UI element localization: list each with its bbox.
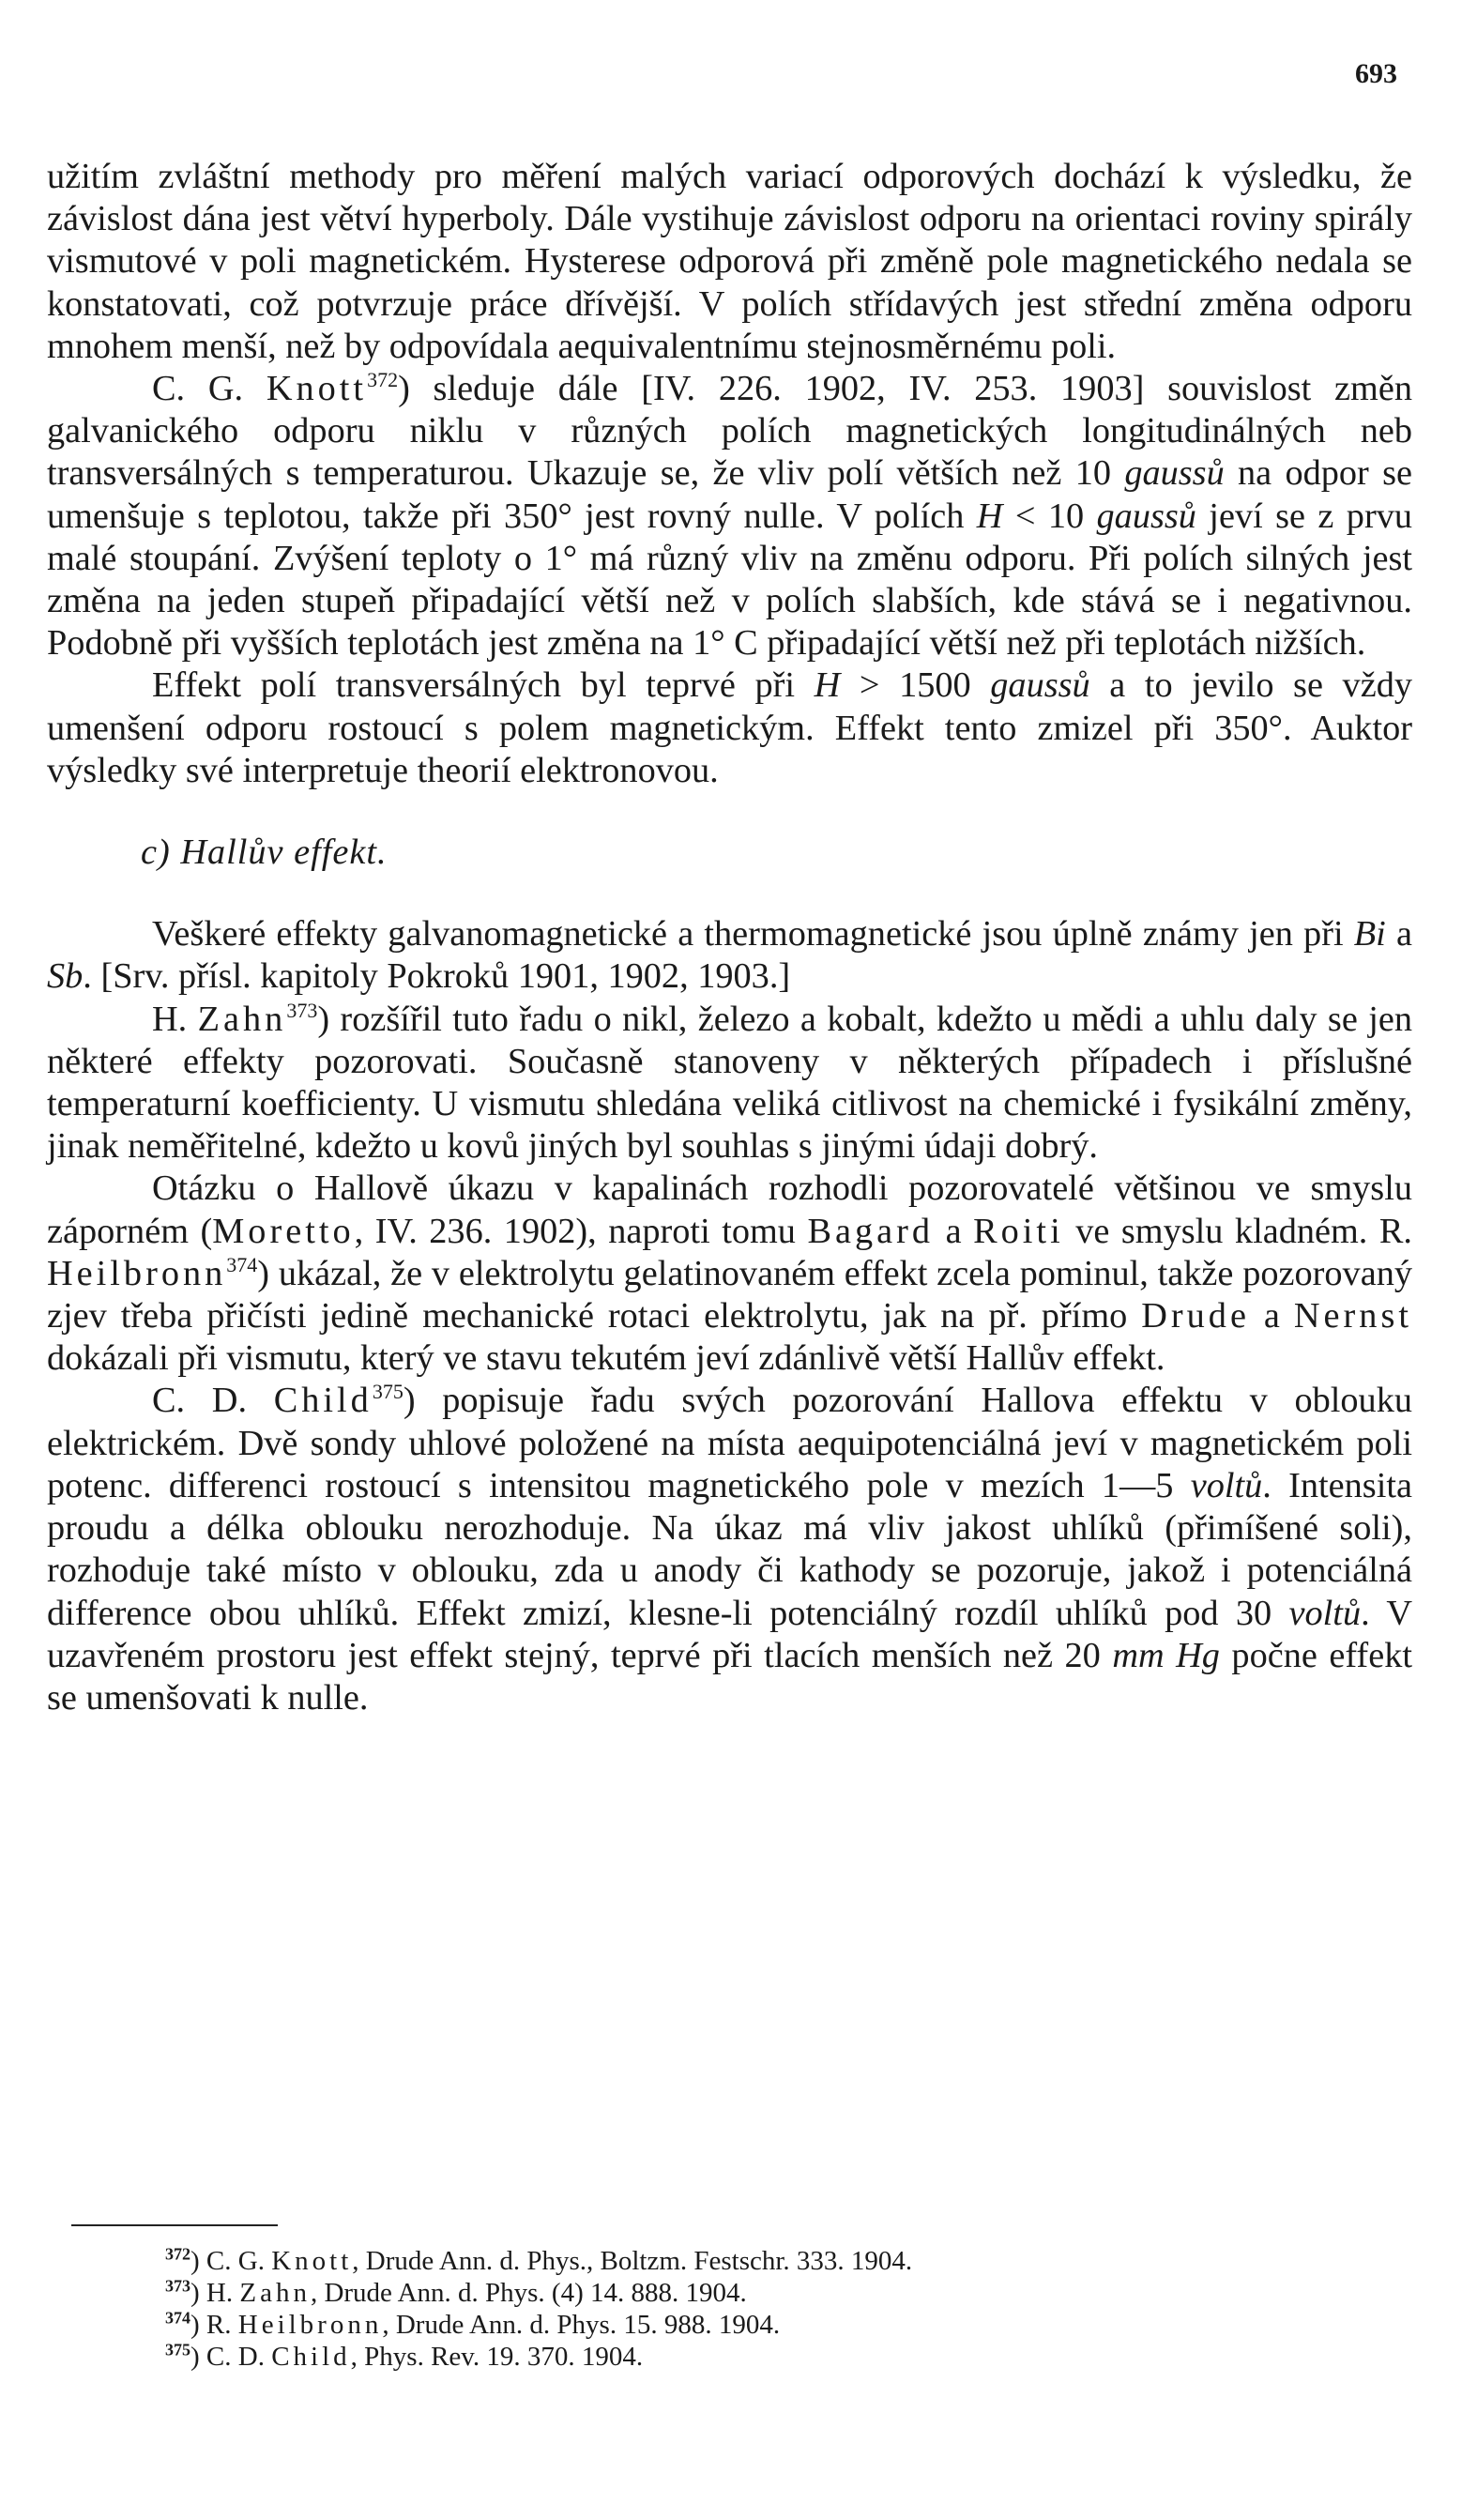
unit-italic: voltů xyxy=(1190,1465,1263,1505)
footnote xyxy=(165,2309,1291,2341)
section-heading: c) Hallův effekt. xyxy=(141,832,388,873)
text-run: ) C. D. xyxy=(190,2342,272,2372)
text-run: Effekt polí transversálných byl teprvé při xyxy=(152,665,815,706)
footnote xyxy=(165,2341,1291,2373)
footnote-ref: 375 xyxy=(372,1380,404,1404)
text-run: ve smyslu kladném. R. xyxy=(1063,1211,1412,1251)
footnote xyxy=(165,2277,1291,2309)
author-name: Zahn xyxy=(197,999,287,1039)
text-run: ) popisuje řadu svých pozorování Hallova effektu v oblouku elektrickém. Dvě sondy uhlové položené na místa aequipotenciálná jeví v magnetickém poli potenc. differenci rostoucí s intensitou magnetického pole v mezích 1—5 xyxy=(47,1381,1412,1505)
text-run: . [Srv. přísl. kapitoly Pokroků 1901, 1902, 1903.] xyxy=(83,956,791,997)
footnote-divider xyxy=(71,2224,278,2226)
main-text xyxy=(47,156,1412,1719)
footnote-number: 372 xyxy=(165,2244,190,2264)
text-run: ) ukázal, že v elektrolytu gelatinovaném effekt zcela pominul, takže pozorovaný zjev třeba přičísti jedině mechanické rotaci elektrolytu, jak na př. přímo xyxy=(47,1253,1412,1336)
text-run: , IV. 236. 1902), naproti tomu xyxy=(354,1211,808,1251)
footnote xyxy=(165,2245,1291,2277)
text-run: > 1500 xyxy=(840,665,991,706)
text-run: , Drude Ann. d. Phys. (4) 14. 888. 1904. xyxy=(310,2278,747,2308)
author-name: Child xyxy=(271,2342,351,2372)
text-run: ) H. xyxy=(190,2278,240,2308)
footnote-number: 375 xyxy=(165,2340,190,2360)
text-run: a xyxy=(1249,1296,1294,1336)
text-run: , Drude Ann. d. Phys., Boltzm. Festschr. 333. 1904. xyxy=(352,2246,913,2276)
text-run: , Phys. Rev. 19. 370. 1904. xyxy=(350,2342,644,2372)
symbol-italic: H xyxy=(814,665,841,706)
text-run: a to jevilo se vždy umenšení odporu rostoucí s polem magnetickým. Effekt tento zmizel při 350°. Auktor výsledky své interpretuje theorií elektronovou. xyxy=(47,665,1413,790)
unit-italic: mm Hg xyxy=(1112,1635,1220,1675)
text-run: počne effekt se umenšovati k nulle. xyxy=(47,1635,1412,1718)
footnote-number: 373 xyxy=(165,2276,190,2296)
text-run: a xyxy=(1385,914,1412,955)
text-run: a xyxy=(934,1211,974,1251)
author-name: Nernst xyxy=(1293,1296,1412,1336)
paragraph-transversal xyxy=(47,664,1412,792)
text-run: < 10 xyxy=(1002,496,1097,536)
unit-italic: voltů xyxy=(1288,1593,1362,1633)
author-name: Zahn xyxy=(239,2278,311,2308)
paragraph-child xyxy=(47,1380,1412,1719)
author-name: Drude xyxy=(1141,1296,1250,1336)
unit-italic: gaussů xyxy=(1124,453,1225,494)
paragraph-knott xyxy=(47,368,1412,664)
text-run: ) C. G. xyxy=(190,2246,272,2276)
text-run: ) R. xyxy=(190,2310,238,2340)
text-run: . V uzavřeném prostoru jest effekt stejný, teprvé při tlacích menších než 20 xyxy=(47,1593,1412,1675)
page-number: 693 xyxy=(1355,58,1397,89)
paragraph-liquids xyxy=(47,1168,1412,1380)
text-run: C. D. xyxy=(152,1381,274,1421)
author-name: Knott xyxy=(266,369,368,409)
symbol-italic: H xyxy=(976,496,1003,536)
paragraph-zahn xyxy=(47,999,1412,1168)
text-run: Veškeré effekty galvanomagnetické a thermomagnetické jsou úplně známy jen při xyxy=(152,914,1354,955)
text-run: jeví se z prvu malé stoupání. Zvýšení teploty o 1° má různý vliv na změnu odporu. Při polích silných jest změna na jeden stupeň připadající větší než v polích slabších, kde stává se i negativnou. Podobně při vyšších teplotách jest změna na 1° C připadající větší než při teplotách nižších. xyxy=(47,496,1412,664)
author-name: Bagard xyxy=(807,1211,935,1251)
author-name: Heilbronn xyxy=(47,1253,227,1293)
text-run: dokázali při vismutu, který ve stavu tekutém jeví zdánlivě větší Hallův effekt. xyxy=(47,1338,1165,1379)
text-run: ) rozšířil tuto řadu o nikl, železo a kobalt, kdežto u mědi a uhlu daly se jen některé effekty pozorovati. Současně stanoveny v některých případech i příslušné temperaturní koefficienty. U vismutu shledána veliká citlivost na chemické i fysikální změny, jinak neměřitelné, kdežto u kovů jiných byl souhlas s jinými údaji dobrý. xyxy=(47,999,1412,1167)
footnote-ref: 374 xyxy=(226,1253,258,1277)
element-symbol: Bi xyxy=(1353,914,1386,955)
author-name: Child xyxy=(273,1381,373,1421)
text-run: H. xyxy=(152,999,198,1039)
footnote-ref: 372 xyxy=(367,368,399,392)
text-run: . Intensita proudu a délka oblouku nerozhoduje. Na úkaz má vliv jakost uhlíků (přimíšené soli), rozhoduje také místo v oblouku, zda u anody či kathody se pozoruje, jakož i potenciálná difference obou uhlíků. Effekt zmizí, klesne-li potenciálný rozdíl uhlíků pod 30 xyxy=(47,1465,1412,1633)
element-symbol: Sb xyxy=(47,956,84,997)
text-run: C. G. xyxy=(152,369,267,409)
paragraph-continuation: užitím zvláštní methody pro měření malých variací odporových dochází k výsledku, že závislost dána jest větví hyperboly. Dále vystihuje závislost odporu na orientaci roviny spirály vismutové v poli magnetickém. Hysterese odporová při změně pole magnetického nedala se konstatovati, což potvrzuje práce dřívější. V polích střídavých jest střední změna odporu mnohem menší, než by odpovídala aequivalentnímu stejnosměrnému poli. xyxy=(47,157,1412,366)
footnotes xyxy=(165,2245,1291,2373)
footnote-ref: 373 xyxy=(286,998,318,1022)
text-run: na odpor se umenšuje s teplotou, takže při 350° jest rovný nulle. V polích xyxy=(47,453,1412,536)
unit-italic: gaussů xyxy=(990,665,1090,706)
author-name: Heilbronn xyxy=(237,2310,383,2340)
author-name: Roiti xyxy=(973,1211,1064,1251)
paragraph-galvanomagnetic xyxy=(47,913,1412,998)
text-run: ) sleduje dále [IV. 226. 1902, IV. 253. 1903] souvislost změn galvanického odporu niklu v různých polích magnetických longitudinálných neb transversálných s temperaturou. Ukazuje se, že vliv polí větších než 10 xyxy=(47,369,1412,494)
footnote-number: 374 xyxy=(165,2308,190,2328)
unit-italic: gaussů xyxy=(1096,496,1196,536)
author-name: Moretto xyxy=(212,1211,355,1251)
text-run: Otázku o Hallově úkazu v kapalinách rozhodli pozorovatelé většinou ve smyslu záporném ( xyxy=(47,1168,1412,1251)
author-name: Knott xyxy=(271,2246,353,2276)
text-run: , Drude Ann. d. Phys. 15. 988. 1904. xyxy=(382,2310,781,2340)
